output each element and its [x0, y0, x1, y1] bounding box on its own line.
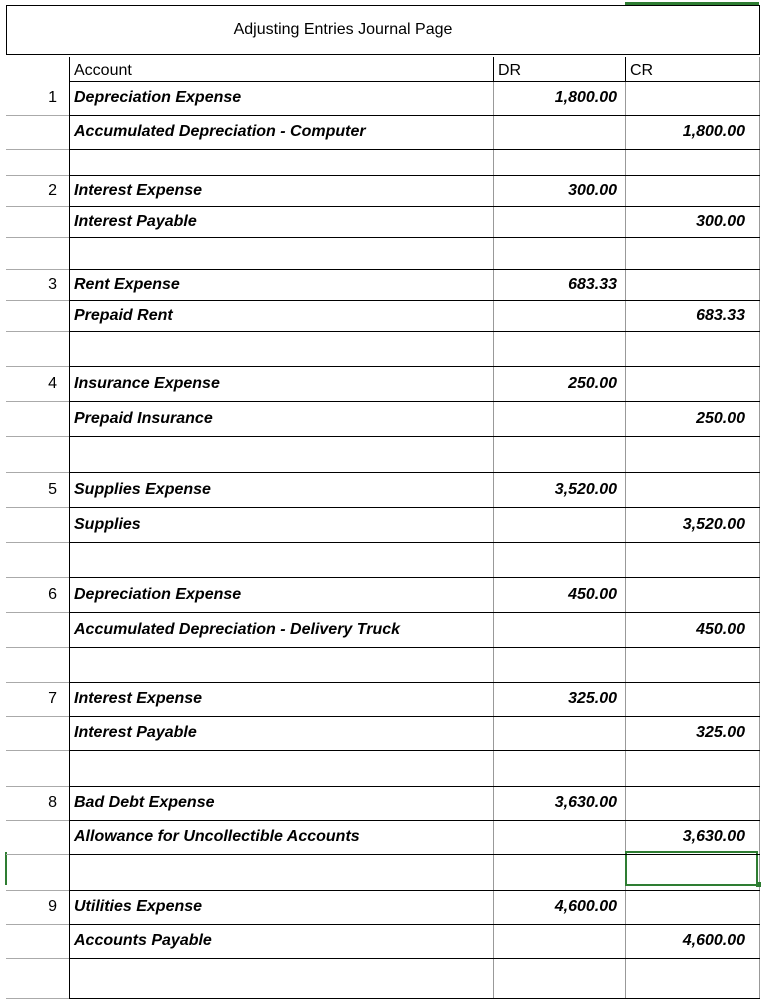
account-cell[interactable]: Depreciation Expense — [69, 81, 493, 115]
blank-row — [6, 647, 760, 682]
grid-line — [6, 612, 69, 613]
debit-amount-cell[interactable]: 4,600.00 — [493, 890, 625, 924]
grid-line — [6, 269, 69, 270]
entry-number-cell[interactable]: 7 — [48, 690, 57, 707]
credit-amount-cell[interactable] — [625, 237, 760, 269]
credit-amount-cell[interactable] — [625, 786, 760, 820]
credit-row — [6, 924, 760, 958]
grid-line — [6, 175, 69, 176]
debit-amount-cell[interactable]: 300.00 — [493, 175, 625, 206]
grid-line — [69, 682, 760, 683]
account-cell[interactable] — [69, 750, 493, 786]
entry-number-cell[interactable] — [6, 115, 69, 149]
account-cell[interactable]: Rent Expense — [69, 269, 493, 300]
grid-line — [6, 924, 69, 925]
grid-line — [69, 786, 760, 787]
grid-line — [69, 237, 760, 238]
grid-line — [69, 542, 760, 543]
grid-line — [69, 206, 760, 207]
account-cell[interactable] — [69, 958, 493, 998]
credit-row — [6, 115, 760, 149]
grid-line — [69, 472, 760, 473]
grid-line — [6, 237, 69, 238]
debit-row — [6, 175, 760, 206]
credit-amount-cell[interactable] — [625, 331, 760, 366]
debit-row — [6, 81, 760, 115]
grid-line — [6, 750, 69, 751]
grid-line — [69, 269, 760, 270]
account-cell[interactable] — [69, 331, 493, 366]
debit-row — [6, 577, 760, 612]
grid-line — [69, 716, 760, 717]
blank-row — [6, 542, 760, 577]
grid-line — [6, 647, 69, 648]
grid-line — [6, 366, 69, 367]
account-cell[interactable] — [69, 542, 493, 577]
account-cell[interactable] — [69, 149, 493, 175]
credit-amount-cell[interactable] — [625, 366, 760, 401]
debit-amount-cell[interactable]: 325.00 — [493, 682, 625, 716]
row-number-header[interactable] — [6, 57, 69, 81]
debit-amount-cell[interactable] — [493, 854, 625, 890]
entry-number-cell[interactable]: 9 — [48, 898, 57, 915]
selection-left-edge — [5, 852, 7, 885]
credit-amount-cell[interactable] — [625, 269, 760, 300]
credit-amount-cell[interactable]: 4,600.00 — [625, 924, 760, 958]
grid-line — [69, 924, 760, 925]
entry-number-cell[interactable] — [6, 647, 69, 682]
grid-line — [69, 436, 760, 437]
entry-number-cell[interactable] — [6, 542, 69, 577]
entry-number-cell[interactable] — [6, 401, 69, 436]
debit-amount-cell[interactable] — [493, 401, 625, 436]
entry-number-cell[interactable]: 3 — [48, 275, 57, 293]
grid-line — [69, 115, 760, 116]
grid-line — [69, 750, 760, 751]
credit-row — [6, 300, 760, 331]
grid-line — [69, 854, 760, 855]
entry-number-cell[interactable] — [6, 820, 69, 854]
credit-row — [6, 820, 760, 854]
grid-line — [6, 716, 69, 717]
debit-amount-cell[interactable]: 3,630.00 — [493, 786, 625, 820]
credit-amount-cell[interactable] — [625, 750, 760, 786]
debit-amount-cell[interactable] — [493, 958, 625, 998]
entry-number-cell[interactable]: 4 — [48, 374, 57, 392]
entry-number-cell[interactable]: 2 — [48, 181, 57, 199]
debit-amount-cell[interactable] — [493, 331, 625, 366]
entry-number-cell[interactable] — [6, 436, 69, 472]
credit-amount-cell[interactable] — [625, 472, 760, 507]
debit-amount-cell[interactable] — [493, 542, 625, 577]
debit-amount-cell[interactable]: 3,520.00 — [493, 472, 625, 507]
entry-number-cell[interactable] — [6, 206, 69, 237]
grid-line — [69, 175, 760, 176]
grid-line — [6, 507, 69, 508]
account-cell[interactable]: Supplies Expense — [69, 472, 493, 507]
account-cell[interactable] — [69, 647, 493, 682]
debit-amount-cell[interactable] — [493, 750, 625, 786]
grid-line — [69, 331, 760, 332]
grid-line — [6, 115, 69, 116]
entry-number-cell[interactable]: 6 — [48, 585, 57, 603]
debit-amount-cell[interactable] — [493, 507, 625, 542]
debit-row — [6, 890, 760, 924]
credit-amount-cell[interactable]: 1,800.00 — [625, 115, 760, 149]
credit-row — [6, 401, 760, 436]
credit-row — [6, 612, 760, 647]
account-cell[interactable]: Interest Payable — [69, 716, 493, 750]
debit-amount-cell[interactable] — [493, 237, 625, 269]
account-cell[interactable] — [69, 436, 493, 472]
grid-line — [69, 890, 760, 891]
debit-amount-cell[interactable] — [493, 820, 625, 854]
page-title[interactable] — [6, 5, 760, 55]
debit-amount-cell[interactable]: 250.00 — [493, 366, 625, 401]
grid-line — [69, 958, 760, 959]
grid-line — [69, 81, 760, 82]
grid-line — [6, 436, 69, 437]
credit-amount-cell[interactable] — [625, 81, 760, 115]
account-cell[interactable]: Interest Expense — [69, 175, 493, 206]
account-cell[interactable]: Prepaid Rent — [69, 300, 493, 331]
debit-row — [6, 366, 760, 401]
debit-amount-cell[interactable] — [493, 149, 625, 175]
entry-number-cell[interactable]: 5 — [48, 480, 57, 498]
entry-number-cell[interactable] — [6, 924, 69, 958]
debit-amount-cell[interactable] — [493, 647, 625, 682]
grid-line — [6, 300, 69, 301]
account-cell[interactable]: Supplies — [69, 507, 493, 542]
credit-amount-cell[interactable]: 3,630.00 — [625, 820, 760, 854]
entry-number-cell[interactable] — [6, 612, 69, 647]
grid-line — [69, 612, 760, 613]
header-row — [6, 57, 760, 81]
credit-row — [6, 206, 760, 237]
blank-row — [6, 750, 760, 786]
blank-row — [6, 237, 760, 269]
account-cell[interactable]: Accumulated Depreciation - Computer — [69, 115, 493, 149]
grid-line — [6, 890, 69, 891]
entry-number-cell[interactable] — [6, 958, 69, 998]
credit-amount-cell[interactable]: 325.00 — [625, 716, 760, 750]
grid-line — [6, 854, 69, 855]
debit-row — [6, 786, 760, 820]
credit-amount-cell[interactable] — [625, 647, 760, 682]
grid-line — [69, 401, 760, 402]
grid-line — [6, 401, 69, 402]
account-cell[interactable] — [69, 237, 493, 269]
credit-row — [6, 507, 760, 542]
credit-amount-cell[interactable] — [625, 436, 760, 472]
account-cell[interactable]: Bad Debt Expense — [69, 786, 493, 820]
credit-amount-cell[interactable] — [625, 890, 760, 924]
blank-row — [6, 331, 760, 366]
debit-amount-cell[interactable]: 1,800.00 — [493, 81, 625, 115]
grid-line — [6, 331, 69, 332]
grid-line — [6, 820, 69, 821]
account-header[interactable]: Account — [69, 57, 493, 81]
debit-amount-cell[interactable] — [493, 924, 625, 958]
debit-amount-cell[interactable]: 450.00 — [493, 577, 625, 612]
entry-number-cell[interactable]: 8 — [48, 794, 57, 811]
grid-line — [6, 149, 69, 150]
blank-row — [6, 958, 760, 998]
account-cell[interactable]: Prepaid Insurance — [69, 401, 493, 436]
account-cell[interactable]: Insurance Expense — [69, 366, 493, 401]
debit-amount-cell[interactable] — [493, 300, 625, 331]
entry-number-cell[interactable] — [6, 331, 69, 366]
blank-row — [6, 149, 760, 175]
credit-amount-cell[interactable] — [625, 542, 760, 577]
entry-number-cell[interactable]: 1 — [48, 89, 57, 106]
credit-amount-cell[interactable]: 3,520.00 — [625, 507, 760, 542]
account-cell[interactable]: Utilities Expense — [69, 890, 493, 924]
entry-number-cell[interactable] — [6, 716, 69, 750]
grid-line — [6, 206, 69, 207]
account-cell[interactable]: Accounts Payable — [69, 924, 493, 958]
credit-amount-cell[interactable]: 300.00 — [625, 206, 760, 237]
credit-header[interactable]: CR — [625, 57, 760, 81]
credit-amount-cell[interactable]: 250.00 — [625, 401, 760, 436]
credit-amount-cell[interactable] — [625, 682, 760, 716]
credit-amount-cell[interactable] — [625, 577, 760, 612]
page-title-text: Adjusting Entries Journal Page — [233, 21, 453, 38]
credit-amount-cell[interactable]: 450.00 — [625, 612, 760, 647]
debit-amount-cell[interactable] — [493, 206, 625, 237]
debit-row — [6, 682, 760, 716]
credit-amount-cell[interactable] — [625, 175, 760, 206]
grid-line — [6, 786, 69, 787]
account-cell[interactable]: Depreciation Expense — [69, 577, 493, 612]
entry-number-cell[interactable] — [6, 300, 69, 331]
grid-line — [69, 300, 760, 301]
grid-line — [69, 507, 760, 508]
account-cell[interactable] — [69, 854, 493, 890]
grid-line — [6, 958, 69, 959]
account-cell[interactable]: Accumulated Depreciation - Delivery Truck — [69, 612, 493, 647]
fill-handle[interactable] — [756, 882, 761, 887]
debit-row — [6, 269, 760, 300]
debit-row — [6, 472, 760, 507]
credit-amount-cell[interactable] — [625, 854, 760, 890]
credit-amount-cell[interactable] — [625, 958, 760, 998]
credit-amount-cell[interactable]: 683.33 — [625, 300, 760, 331]
debit-header[interactable]: DR — [493, 57, 625, 81]
debit-amount-cell[interactable] — [493, 115, 625, 149]
entry-number-cell[interactable] — [6, 750, 69, 786]
account-cell[interactable]: Interest Payable — [69, 206, 493, 237]
blank-row — [6, 436, 760, 472]
grid-line — [6, 472, 69, 473]
debit-amount-cell[interactable] — [493, 436, 625, 472]
grid-line — [69, 647, 760, 648]
grid-line — [6, 577, 69, 578]
grid-line — [69, 820, 760, 821]
grid-line — [69, 577, 760, 578]
grid-line — [69, 149, 760, 150]
debit-amount-cell[interactable] — [493, 612, 625, 647]
grid-line — [69, 366, 760, 367]
grid-line — [6, 542, 69, 543]
entry-number-cell[interactable] — [6, 149, 69, 175]
account-cell[interactable]: Interest Expense — [69, 682, 493, 716]
credit-amount-cell[interactable] — [625, 149, 760, 175]
credit-row — [6, 716, 760, 750]
entry-number-cell[interactable] — [6, 237, 69, 269]
debit-amount-cell[interactable]: 683.33 — [493, 269, 625, 300]
account-cell[interactable]: Allowance for Uncollectible Accounts — [69, 820, 493, 854]
blank-row — [6, 854, 760, 890]
grid-line — [6, 682, 69, 683]
debit-amount-cell[interactable] — [493, 716, 625, 750]
entry-number-cell[interactable] — [6, 507, 69, 542]
entry-number-cell[interactable] — [6, 854, 69, 890]
